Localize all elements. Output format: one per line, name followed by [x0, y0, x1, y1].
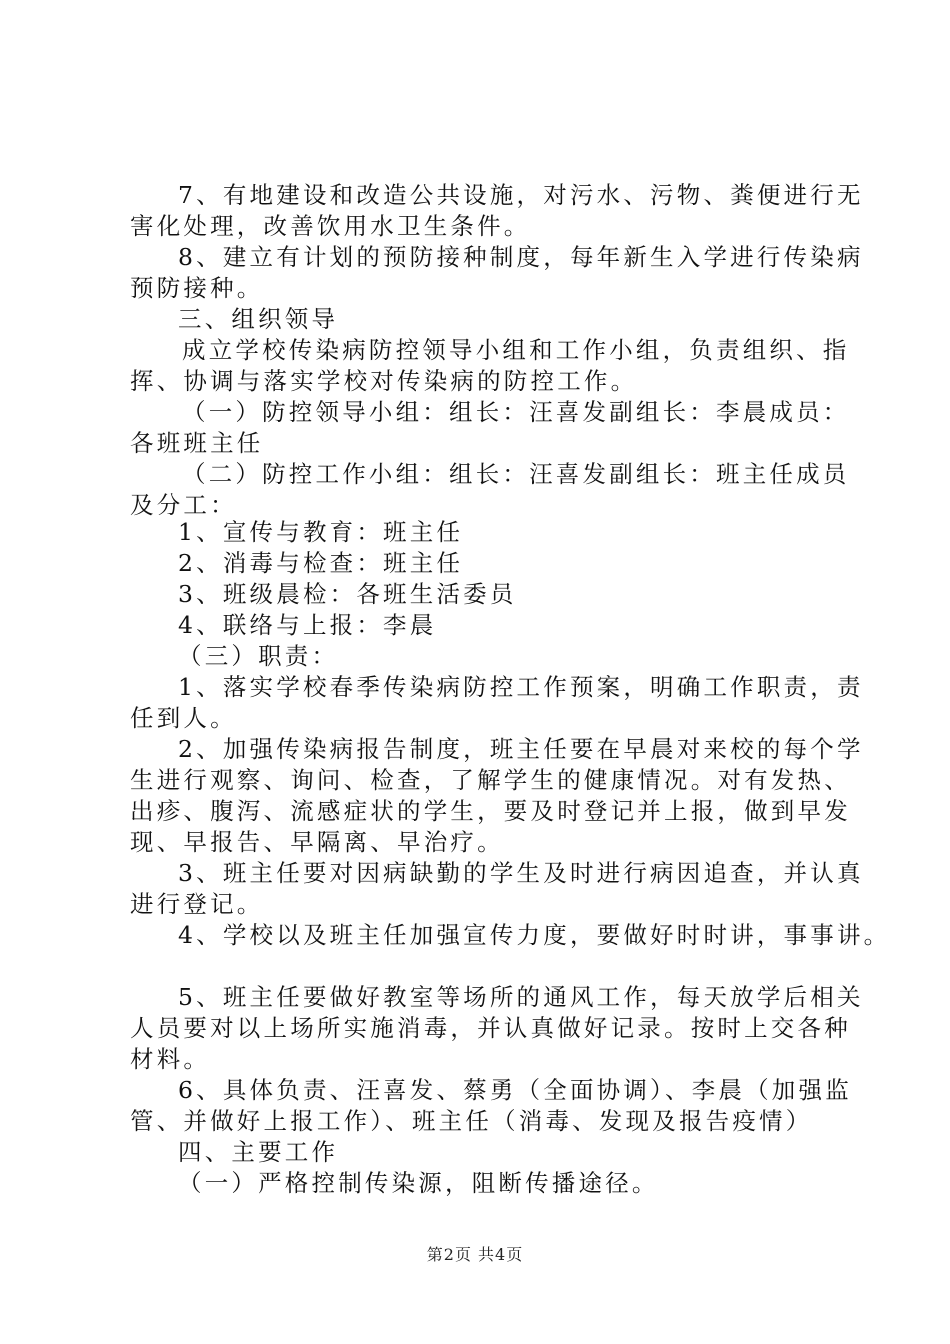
body-line: （一）防控领导小组：组长：汪喜发副组长：李晨成员： [182, 398, 850, 426]
body-line: 3、班主任要对因病缺勤的学生及时进行病因追查，并认真 [178, 859, 864, 887]
list-item: 3、班级晨检：各班生活委员 [178, 580, 517, 608]
body-line: 出疹、腹泻、流感症状的学生，要及时登记并上报，做到早发 [130, 797, 851, 825]
body-line: 管、并做好上报工作）、班主任（消毒、发现及报告疫情） [130, 1107, 813, 1135]
body-line: 现、早报告、早隔离、早治疗。 [130, 828, 504, 856]
body-line: 1、落实学校春季传染病防控工作预案，明确工作职责，责 [178, 673, 864, 701]
section-heading: 四、主要工作 [178, 1138, 339, 1166]
body-line: 挥、协调与落实学校对传染病的防控工作。 [130, 367, 638, 395]
sub-heading: （三）职责： [178, 642, 339, 670]
body-line: 生进行观察、询问、检查，了解学生的健康情况。对有发热、 [130, 766, 851, 794]
body-line: 5、班主任要做好教室等场所的通风工作，每天放学后相关 [178, 983, 864, 1011]
body-line: 8、建立有计划的预防接种制度，每年新生入学进行传染病 [178, 243, 864, 271]
body-line: （二）防控工作小组：组长：汪喜发副组长：班主任成员 [182, 460, 850, 488]
body-line: 2、加强传染病报告制度，班主任要在早晨对来校的每个学 [178, 735, 864, 763]
body-line: 7、有地建设和改造公共设施，对污水、污物、粪便进行无 [178, 181, 864, 209]
page-number-footer: 第2页 共4页 [426, 1245, 524, 1264]
body-line: 4、学校以及班主任加强宣传力度，要做好时时讲，事事讲。 [178, 921, 891, 949]
body-line: 人员要对以上场所实施消毒，并认真做好记录。按时上交各种 [130, 1014, 851, 1042]
body-line: 材料。 [130, 1045, 211, 1073]
body-line: 进行登记。 [130, 890, 264, 918]
body-line: 预防接种。 [130, 274, 264, 302]
list-item: 2、消毒与检查：班主任 [178, 549, 464, 577]
body-line: 及分工： [130, 491, 237, 519]
list-item: 4、联络与上报：李晨 [178, 611, 437, 639]
sub-heading: （一）严格控制传染源，阻断传播途径。 [178, 1169, 659, 1197]
body-line: 害化处理，改善饮用水卫生条件。 [130, 212, 531, 240]
body-line: 成立学校传染病防控领导小组和工作小组，负责组织、指 [182, 336, 850, 364]
body-line: 6、具体负责、汪喜发、蔡勇（全面协调）、李晨（加强监 [178, 1076, 852, 1104]
section-heading: 三、组织领导 [178, 305, 339, 333]
list-item: 1、宣传与教育：班主任 [178, 518, 464, 546]
body-line: 各班班主任 [130, 429, 264, 457]
body-line: 任到人。 [130, 704, 237, 732]
